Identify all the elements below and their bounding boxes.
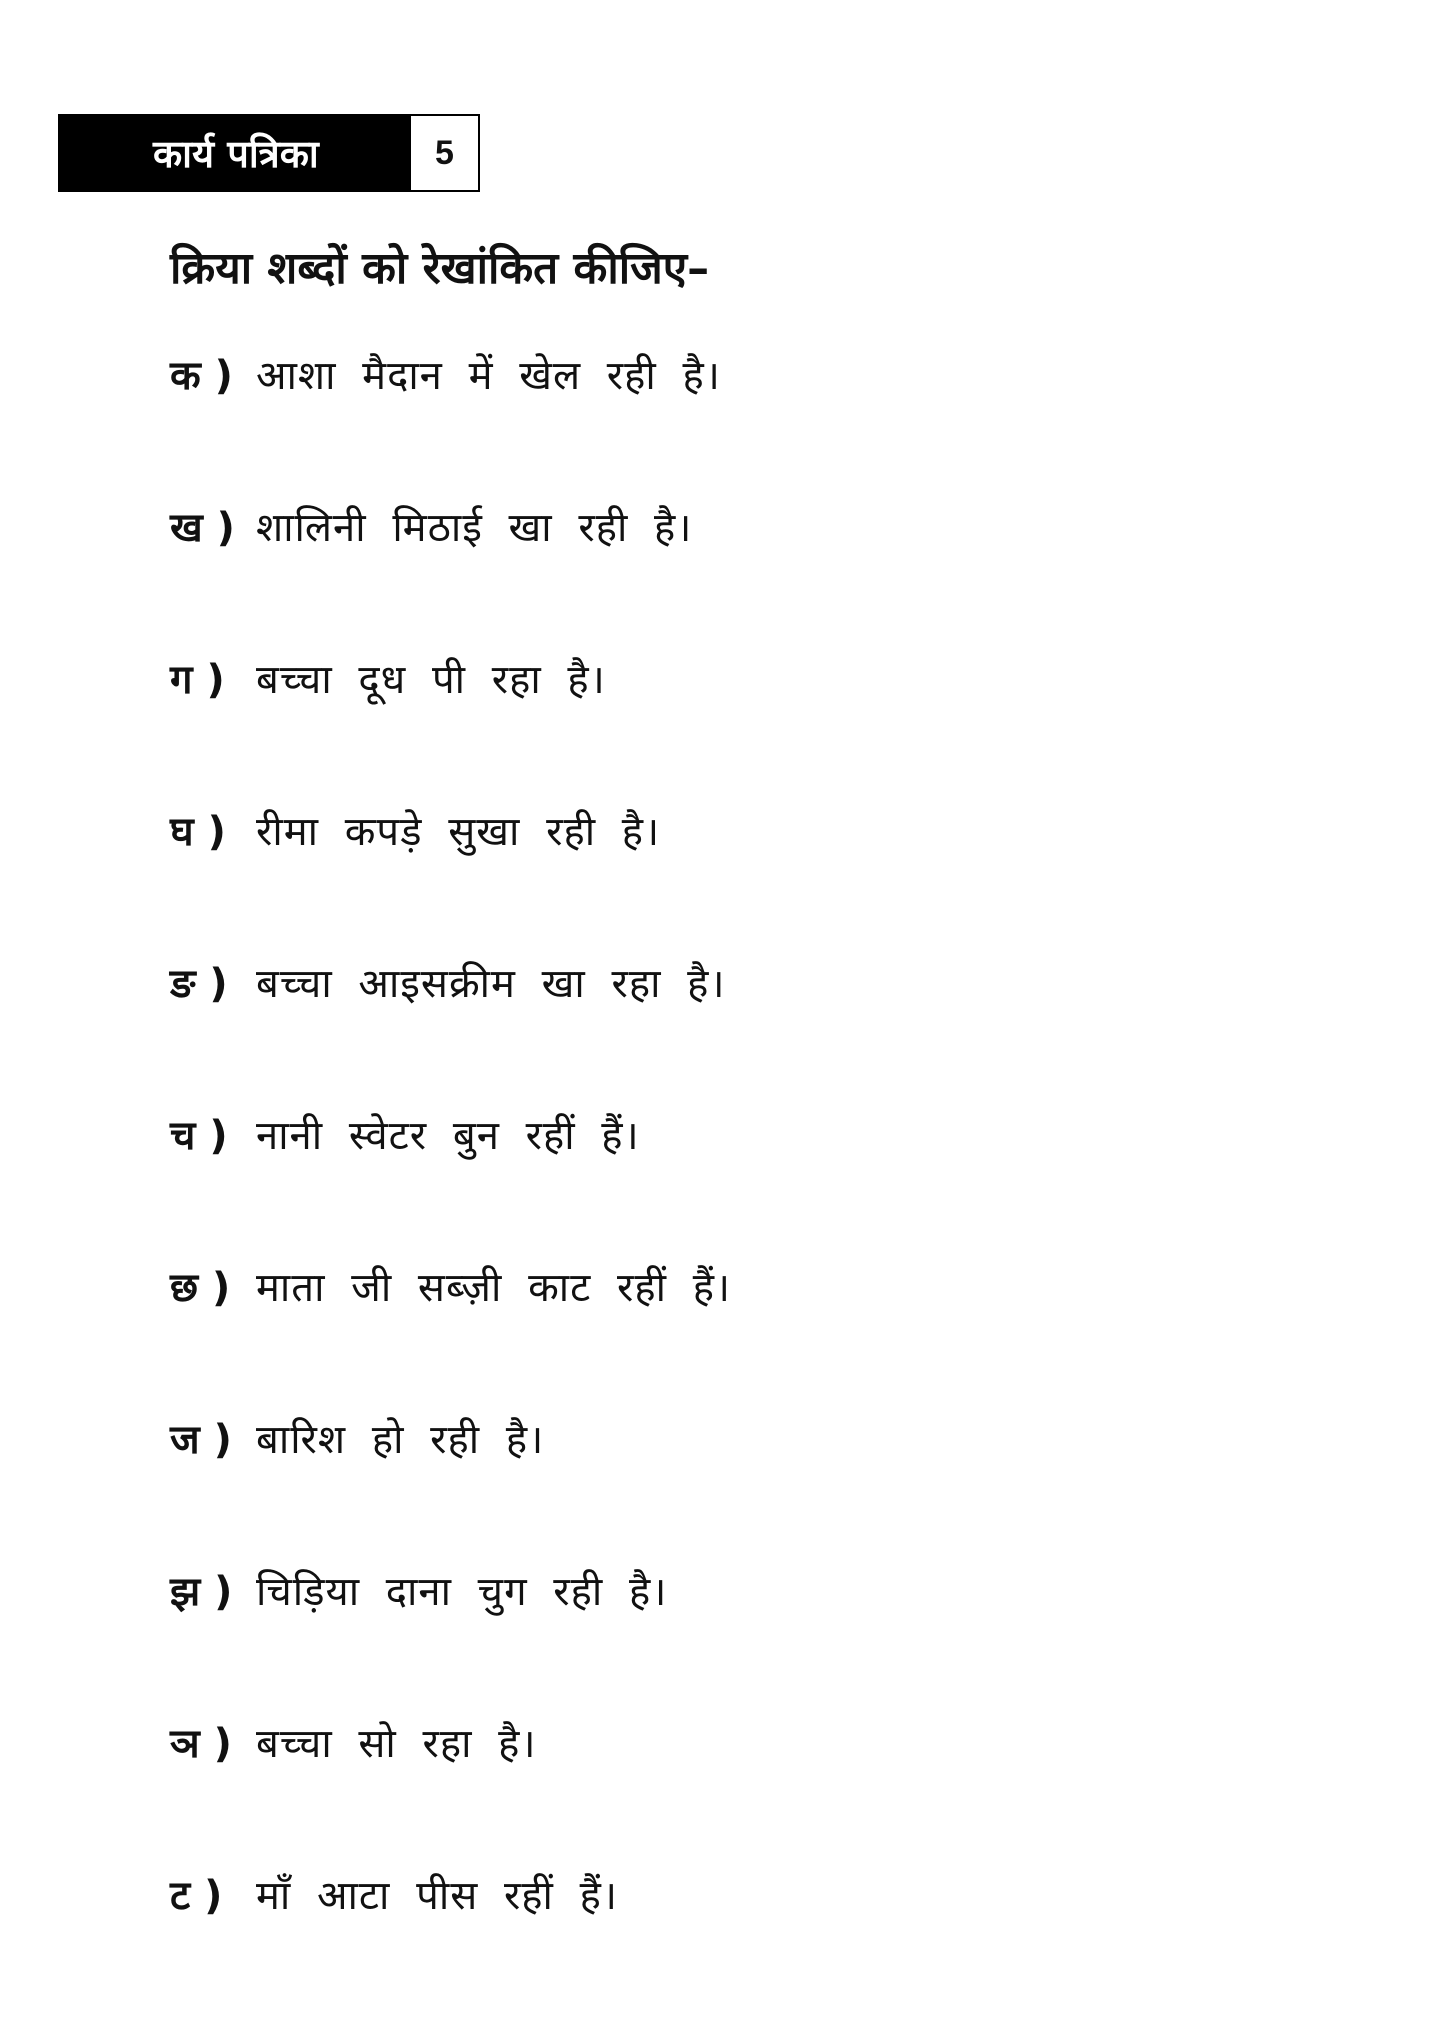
worksheet-title: कार्य पत्रिका: [58, 114, 409, 192]
list-item: [170, 954, 731, 1106]
item-sentence: माँ आटा पीस रहीं हैं।: [256, 1873, 619, 1919]
worksheet-header: [58, 114, 480, 192]
item-sentence: माता जी सब्ज़ी काट रहीं हैं।: [256, 1265, 732, 1311]
item-label: ग ): [170, 657, 225, 703]
list-item: [170, 650, 731, 802]
list-item: [170, 1562, 731, 1714]
item-sentence: रीमा कपड़े सुखा रही है।: [256, 809, 661, 855]
list-item: [170, 1714, 731, 1866]
list-item: [170, 498, 731, 650]
list-item: [170, 1106, 731, 1258]
item-sentence: बच्चा आइसक्रीम खा रहा है।: [256, 961, 726, 1007]
item-label: ट ): [170, 1873, 223, 1919]
item-sentence: चिड़िया दाना चुग रही है।: [256, 1569, 668, 1615]
item-sentence: बच्चा सो रहा है।: [256, 1721, 537, 1767]
list-item: [170, 1866, 731, 2018]
sentence-list: [170, 346, 731, 2018]
list-item: [170, 346, 731, 498]
item-label: छ ): [170, 1265, 231, 1311]
item-label: ञ ): [170, 1721, 232, 1767]
item-label: झ ): [170, 1569, 233, 1615]
item-label: च ): [170, 1113, 228, 1159]
list-item: [170, 802, 731, 954]
item-label: ख ): [170, 505, 235, 551]
instruction-text: क्रिया शब्दों को रेखांकित कीजिए–: [170, 243, 710, 294]
item-label: ङ ): [170, 961, 228, 1007]
worksheet-number: 5: [409, 114, 480, 192]
item-label: ज ): [170, 1417, 232, 1463]
item-label: घ ): [170, 809, 226, 855]
item-sentence: बारिश हो रही है।: [256, 1417, 545, 1463]
list-item: [170, 1410, 731, 1562]
list-item: [170, 1258, 731, 1410]
item-label: क ): [170, 353, 233, 399]
item-sentence: आशा मैदान में खेल रही है।: [256, 353, 721, 399]
item-sentence: बच्चा दूध पी रहा है।: [256, 657, 606, 703]
item-sentence: नानी स्वेटर बुन रहीं हैं।: [256, 1113, 640, 1159]
item-sentence: शालिनी मिठाई खा रही है।: [256, 505, 693, 551]
